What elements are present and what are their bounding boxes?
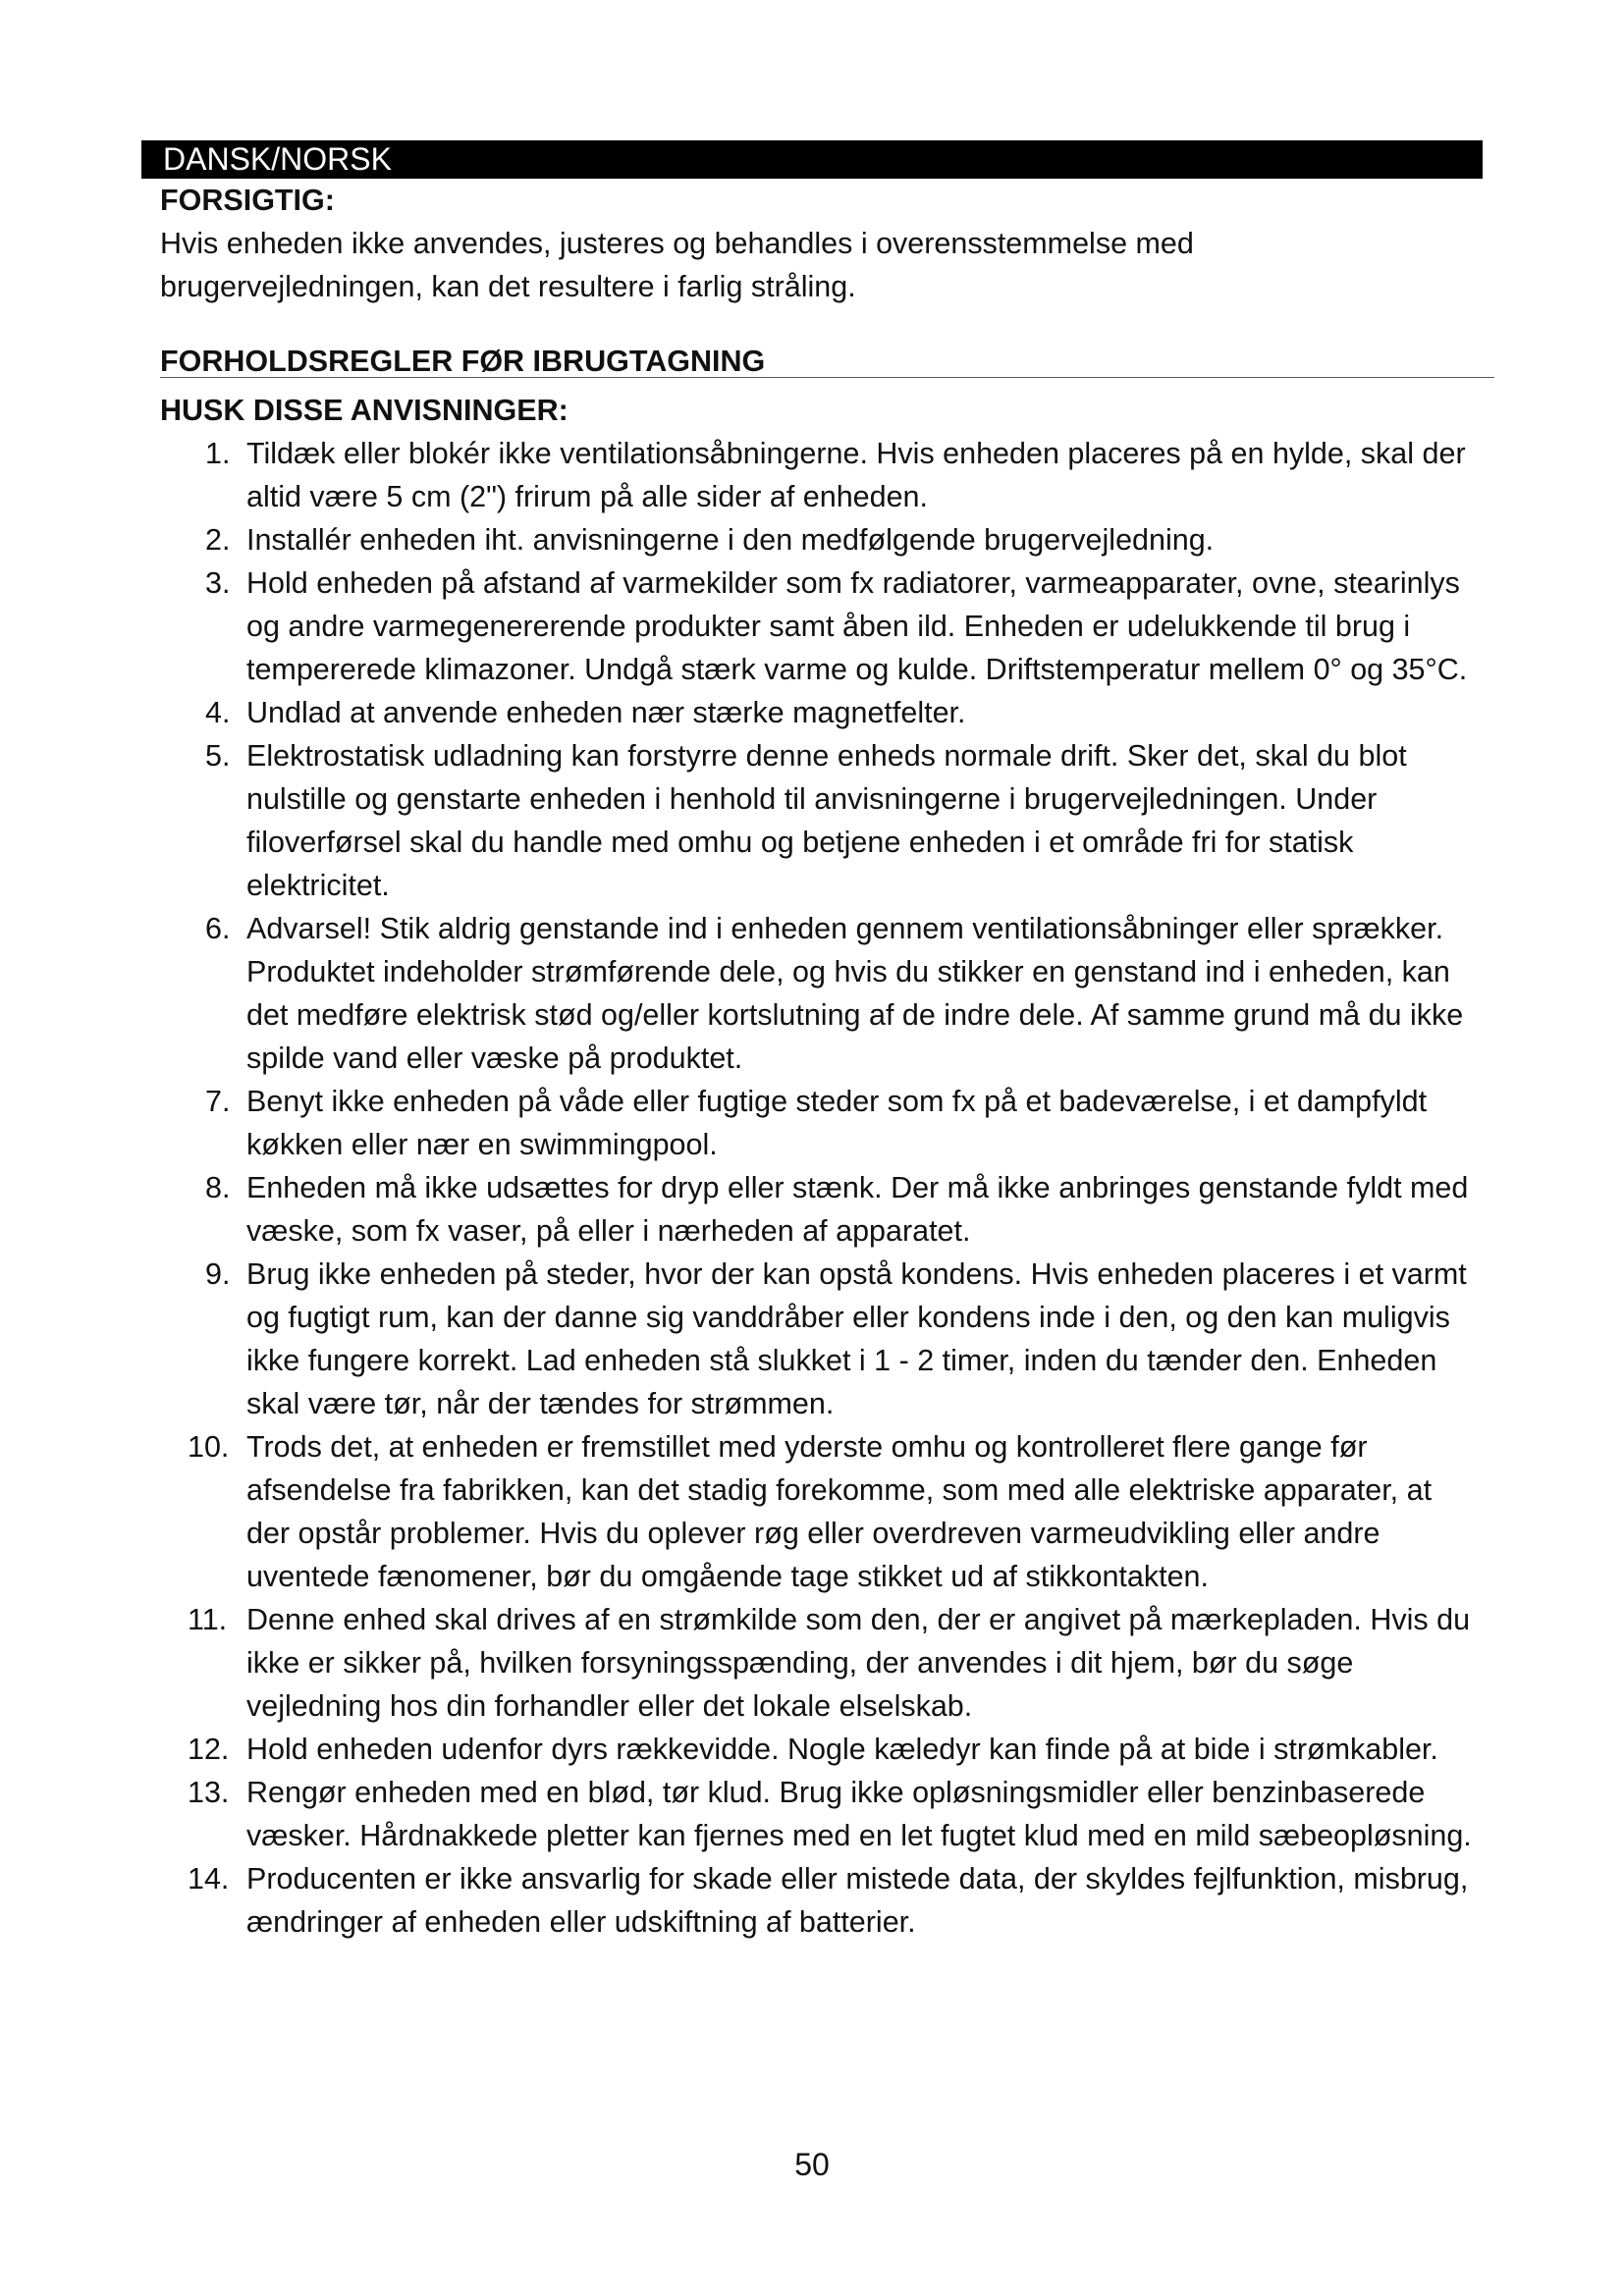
list-item [160, 1728, 1476, 1771]
item-text: Denne enhed skal drives af en strømkilde som den, der er angivet på mærkepladen. Hvis du ikke er sikker på, hvilken forsyningsspænding, der anvendes i dit hjem, bør du søge vejledning hos din forhandler eller det lokale elselskab. [246, 1603, 1471, 1723]
language-banner: DANSK/NORSK [141, 140, 1483, 179]
list-item [160, 1598, 1476, 1728]
list-item [160, 1857, 1476, 1944]
item-text: Advarsel! Stik aldrig genstande ind i enheden gennem ventilationsåbninger eller sprækker. Produktet indeholder strømførende dele, og hvis du stikker en genstand ind i enheden, kan det medføre elektrisk stød og/eller kortslutning af de indre dele. Af samme grund må du ikke spilde vand eller væske på produktet. [246, 912, 1464, 1075]
caution-text: Hvis enheden ikke anvendes, justeres og behandles i overensstemmelse med brugervejledningen, kan det resultere i farlig stråling. [160, 227, 1194, 303]
list-item [160, 1771, 1476, 1857]
list-item [160, 561, 1476, 691]
item-text: Benyt ikke enheden på våde eller fugtige steder som fx på et badeværelse, i et dampfyldt køkken eller nær en swimmingpool. [246, 1085, 1428, 1161]
item-number: 5. [205, 739, 231, 773]
item-text: Enheden må ikke udsættes for dryp eller stænk. Der må ikke anbringes genstande fyldt med væske, som fx vaser, på eller i nærheden af apparatet. [246, 1171, 1469, 1248]
item-number: 11. [188, 1603, 228, 1636]
item-number: 4. [205, 696, 231, 729]
item-text: Trods det, at enheden er fremstillet med yderste omhu og kontrolleret flere gange før afsendelse fra fabrikken, kan det stadig forekomme, som med alle elektriske apparater, at der opstår problemer. Hvis du oplever røg eller overdreven varmeudvikling eller andre uventede fænomener, bør du omgående tage stikket ud af stikkontakten. [246, 1430, 1433, 1593]
item-number: 2. [205, 523, 231, 557]
precautions-list [160, 432, 1476, 1944]
item-number: 10. [188, 1430, 230, 1464]
page-content [160, 179, 1476, 1944]
item-number: 8. [205, 1171, 231, 1204]
item-text: Tildæk eller blokér ikke ventilationsåbningerne. Hvis enheden placeres på en hylde, skal der altid være 5 cm (2") frirum på alle sider af enheden. [246, 437, 1466, 513]
item-text: Producenten er ikke ansvarlig for skade eller mistede data, der skyldes fejlfunktion, misbrug, ændringer af enheden eller udskiftning af batterier. [246, 1862, 1469, 1939]
item-text: Installér enheden iht. anvisningerne i den medfølgende brugervejledning. [246, 523, 1215, 557]
list-item [160, 1080, 1476, 1166]
list-item [160, 1253, 1476, 1425]
item-text: Rengør enheden med en blød, tør klud. Brug ikke opløsningsmidler eller benzinbaserede væsker. Hårdnakkede pletter kan fjernes med en let fugtet klud med en mild sæbeopløsning. [246, 1776, 1472, 1852]
precautions-heading: FORHOLDSREGLER FØR IBRUGTAGNING [160, 345, 766, 378]
item-text: Hold enheden på afstand af varmekilder som fx radiatorer, varmeapparater, ovne, stearinlys og andre varmegenererende produkter samt åben ild. Enheden er udelukkende til brug i tempererede klimazoner. Undgå stærk varme og kulde. Driftstemperatur mellem 0° og 35°C. [246, 566, 1468, 686]
item-number: 9. [205, 1257, 231, 1291]
list-item [160, 432, 1476, 518]
list-item [160, 1166, 1476, 1253]
item-text: Undlad at anvende enheden nær stærke magnetfelter. [246, 696, 966, 729]
list-item [160, 1425, 1476, 1598]
item-number: 1. [205, 437, 231, 470]
list-item [160, 907, 1476, 1080]
item-number: 12. [188, 1733, 230, 1766]
item-text: Elektrostatisk udladning kan forstyrre denne enheds normale drift. Sker det, skal du blot nulstille og genstarte enheden i henhold til anvisningerne i brugervejledningen. Under filoverførsel skal du handle med omhu og betjene enheden i et område fri for statisk elektricitet. [246, 739, 1407, 902]
item-number: 6. [205, 912, 231, 945]
item-number: 14. [188, 1862, 230, 1896]
item-text: Brug ikke enheden på steder, hvor der kan opstå kondens. Hvis enheden placeres i et varmt og fugtigt rum, kan der danne sig vanddråber eller kondens inde i den, og den kan muligvis ikke fungere korrekt. Lad enheden stå slukket i 1 - 2 timer, inden du tænder den. Enheden skal være tør, når der tændes for strømmen. [246, 1257, 1467, 1420]
item-number: 3. [205, 566, 231, 600]
list-item [160, 691, 1476, 734]
item-text: Hold enheden udenfor dyrs rækkevidde. Nogle kæledyr kan finde på at bide i strømkabler. [246, 1733, 1438, 1766]
caution-heading: FORSIGTIG: [160, 184, 335, 217]
list-item [160, 734, 1476, 907]
precautions-subheading: HUSK DISSE ANVISNINGER: [160, 394, 568, 427]
item-number: 13. [188, 1776, 230, 1809]
list-item [160, 518, 1476, 561]
page-number: 50 [794, 2147, 830, 2182]
item-number: 7. [205, 1085, 231, 1118]
